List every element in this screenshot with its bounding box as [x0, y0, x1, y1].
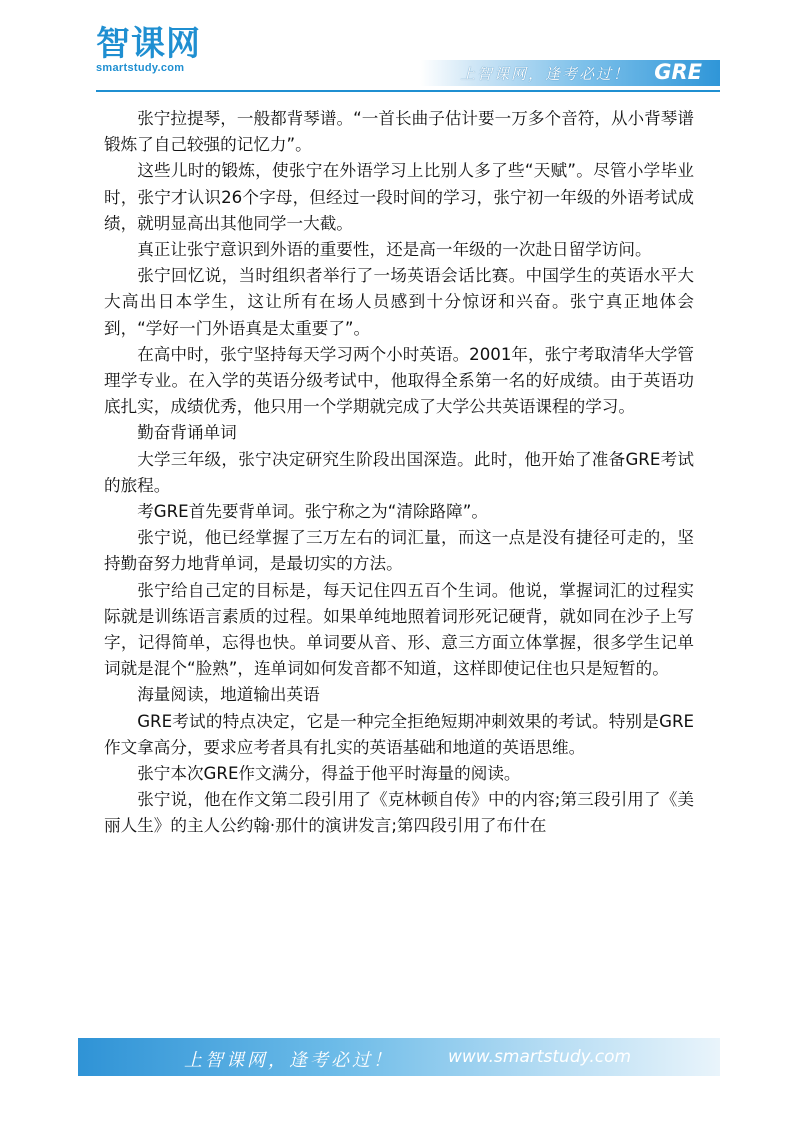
- header-divider: [96, 90, 720, 92]
- page-header: [0, 0, 794, 96]
- paragraph: 考GRE首先要背单词。张宁称之为“清除路障”。: [137, 502, 488, 522]
- section-heading: 勤奋背诵单词: [137, 423, 237, 443]
- paragraph: 在高中时，张宁坚持每天学习两个小时英语。2001年，张宁考取清华大学管理学专业。在入学的英语分级考试中，他取得全系第一名的好成绩。由于英语功底扎实，成绩优秀，他只用一个学期就完成了大学公共英语课程的学习。: [104, 344, 694, 417]
- header-banner: [420, 60, 720, 86]
- smartstudy-logo[interactable]: [96, 24, 211, 74]
- header-slogan: 上智课网，逢考必过！: [460, 65, 631, 83]
- section-heading: 海量阅读，地道输出英语: [137, 685, 320, 705]
- paragraph: 大学三年级，张宁决定研究生阶段出国深造。此时，他开始了准备GRE考试的旅程。: [104, 449, 694, 495]
- paragraph: 张宁本次GRE作文满分，得益于他平时海量的阅读。: [137, 764, 521, 784]
- paragraph: 张宁回忆说，当时组织者举行了一场英语会话比赛。中国学生的英语水平大大高出日本学生，这让所有在场人员感到十分惊讶和兴奋。张宁真正地体会到，“学好一门外语真是太重要了”。: [104, 266, 694, 338]
- paragraph: GRE考试的特点决定，它是一种完全拒绝短期冲刺效果的考试。特别是GRE作文拿高分，要求应考者具有扎实的英语基础和地道的英语思维。: [104, 711, 694, 757]
- paragraph: 张宁拉提琴，一般都背琴谱。“一首长曲子估计要一万多个音符，从小背琴谱锻炼了自己较强的记忆力”。: [104, 109, 694, 155]
- article-body: [104, 106, 694, 840]
- paragraph: 张宁给自己定的目标是，每天记住四五百个生词。他说，掌握词汇的过程实际就是训练语言素质的过程。如果单纯地照着词形死记硬背，就如同在沙子上写字，记得简单，忘得也快。单词要从音、形、意三方面立体掌握，很多学生记单词就是混个“脸熟”，连单词如何发音都不知道，这样即使记住也只是短暂的。: [104, 580, 694, 679]
- paragraph: 真正让张宁意识到外语的重要性，还是高一年级的一次赴日留学访问。: [137, 240, 652, 260]
- logo-subtext: smartstudy.com: [96, 62, 185, 74]
- page-footer: [78, 1038, 720, 1076]
- logo-text: 智课网: [96, 24, 201, 64]
- footer-url-link[interactable]: www.smartstudy.com: [448, 1047, 632, 1067]
- paragraph: 张宁说，他已经掌握了三万左右的词汇量，而这一点是没有捷径可走的，坚持勤奋努力地背单词，是最切实的方法。: [104, 528, 694, 574]
- paragraph: 这些儿时的锻炼，使张宁在外语学习上比别人多了些“天赋”。尽管小学毕业时，张宁才认识26个字母，但经过一段时间的学习，张宁初一年级的外语考试成绩，就明显高出其他同学一大截。: [104, 161, 694, 233]
- paragraph: 张宁说，他在作文第二段引用了《克林顿自传》中的内容;第三段引用了《美丽人生》的主人公约翰·那什的演讲发言;第四段引用了布什在: [104, 790, 694, 836]
- footer-slogan: 上智课网，逢考必过！: [184, 1050, 394, 1071]
- exam-label: GRE: [654, 60, 702, 84]
